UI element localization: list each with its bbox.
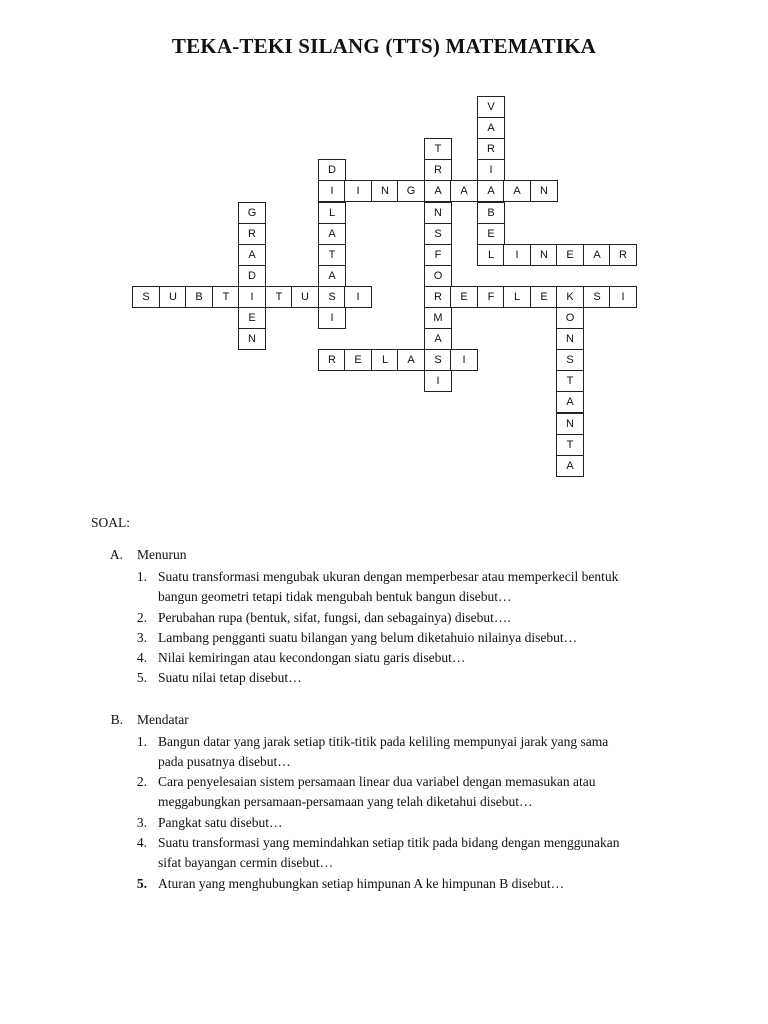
crossword-cell: A bbox=[318, 223, 346, 245]
question-text: pada pusatnya disebut… bbox=[158, 754, 291, 769]
crossword-cell: N bbox=[424, 202, 452, 224]
crossword-cell: N bbox=[371, 180, 399, 202]
question-text: bangun geometri tetapi tidak mengubah bentuk bangun disebut… bbox=[158, 589, 512, 604]
crossword-cell: T bbox=[318, 244, 346, 266]
question-number: 1. bbox=[136, 734, 147, 749]
crossword-cell: A bbox=[424, 180, 452, 202]
soal-label: SOAL: bbox=[91, 515, 131, 530]
question-text: Cara penyelesaian sistem persamaan linear dua variabel dengan memasukan atau bbox=[158, 774, 596, 789]
question-text: Suatu nilai tetap disebut… bbox=[158, 670, 302, 685]
crossword-cell: R bbox=[318, 349, 346, 371]
question-text: sifat bayangan cermin disebut… bbox=[158, 855, 334, 870]
crossword-cell: S bbox=[424, 223, 452, 245]
crossword-cell: S bbox=[583, 286, 611, 308]
crossword-cell: B bbox=[477, 202, 505, 224]
crossword-cell: I bbox=[424, 370, 452, 392]
crossword-cell: T bbox=[424, 138, 452, 160]
crossword-cell: I bbox=[238, 286, 266, 308]
crossword-cell: E bbox=[556, 244, 584, 266]
question-text: Nilai kemiringan atau kecondongan siatu garis disebut… bbox=[158, 650, 466, 665]
question-number: 4. bbox=[136, 650, 147, 665]
crossword-cell: S bbox=[318, 286, 346, 308]
crossword-cell: A bbox=[556, 455, 584, 477]
crossword-cell: U bbox=[159, 286, 187, 308]
question-number: 3. bbox=[136, 630, 147, 645]
crossword-cell: I bbox=[503, 244, 531, 266]
question-text: Bangun datar yang jarak setiap titik-titik pada keliling mempunyai jarak yang sama bbox=[158, 734, 609, 749]
crossword-cell: R bbox=[477, 138, 505, 160]
crossword-cell: I bbox=[477, 159, 505, 181]
crossword-cell: M bbox=[424, 307, 452, 329]
crossword-cell: A bbox=[450, 180, 478, 202]
crossword-cell: L bbox=[318, 202, 346, 224]
crossword-cell: R bbox=[424, 286, 452, 308]
crossword-cell: T bbox=[265, 286, 293, 308]
crossword-cell: U bbox=[291, 286, 319, 308]
question-text: Aturan yang menghubungkan setiap himpunan A ke himpunan B disebut… bbox=[158, 876, 565, 891]
question-text: Perubahan rupa (bentuk, sifat, fungsi, dan sebagainya) disebut…. bbox=[158, 610, 511, 625]
crossword-cell: I bbox=[344, 286, 372, 308]
crossword-cell: D bbox=[238, 265, 266, 287]
crossword-cell: R bbox=[609, 244, 637, 266]
crossword-cell: G bbox=[397, 180, 425, 202]
question-text: Suatu transformasi yang memindahkan setiap titik pada bidang dengan menggunakan bbox=[158, 835, 620, 850]
question-number: 4. bbox=[136, 835, 147, 850]
section-marker: A. bbox=[109, 547, 123, 562]
crossword-cell: A bbox=[477, 180, 505, 202]
question-number: 2. bbox=[136, 774, 147, 789]
question-text: Pangkat satu disebut… bbox=[158, 815, 283, 830]
crossword-cell: O bbox=[556, 307, 584, 329]
crossword-cell: A bbox=[583, 244, 611, 266]
crossword-cell: L bbox=[371, 349, 399, 371]
crossword-cell: K bbox=[556, 286, 584, 308]
crossword-cell: D bbox=[318, 159, 346, 181]
crossword-cell: S bbox=[556, 349, 584, 371]
page-title: TEKA-TEKI SILANG (TTS) MATEMATIKA bbox=[171, 34, 597, 58]
crossword-cell: R bbox=[238, 223, 266, 245]
crossword-cell: E bbox=[477, 223, 505, 245]
crossword-cell: A bbox=[238, 244, 266, 266]
crossword-cell: N bbox=[530, 180, 558, 202]
crossword-cell: T bbox=[556, 434, 584, 456]
crossword-cell: B bbox=[185, 286, 213, 308]
question-number: 3. bbox=[136, 815, 147, 830]
crossword-cell: A bbox=[424, 328, 452, 350]
crossword-cell: L bbox=[477, 244, 505, 266]
crossword-cell: I bbox=[318, 180, 346, 202]
crossword-cell: N bbox=[530, 244, 558, 266]
crossword-cell: R bbox=[424, 159, 452, 181]
crossword-cell: F bbox=[424, 244, 452, 266]
crossword-cell: T bbox=[556, 370, 584, 392]
crossword-cell: S bbox=[424, 349, 452, 371]
crossword-cell: E bbox=[530, 286, 558, 308]
crossword-cell: I bbox=[318, 307, 346, 329]
crossword-cell: E bbox=[344, 349, 372, 371]
crossword-cell: A bbox=[556, 391, 584, 413]
crossword-cell: S bbox=[132, 286, 160, 308]
crossword-cell: L bbox=[503, 286, 531, 308]
question-text: meggabungkan persamaan-persamaan yang telah diketahui disebut… bbox=[158, 794, 533, 809]
crossword-cell: A bbox=[397, 349, 425, 371]
question-number: 2. bbox=[136, 610, 147, 625]
crossword-cell: A bbox=[318, 265, 346, 287]
crossword-cell: F bbox=[477, 286, 505, 308]
question-text: Lambang pengganti suatu bilangan yang belum diketahuio nilainya disebut… bbox=[158, 630, 578, 645]
crossword-cell: N bbox=[556, 413, 584, 435]
crossword-cell: I bbox=[609, 286, 637, 308]
crossword-cell: N bbox=[556, 328, 584, 350]
crossword-cell: T bbox=[212, 286, 240, 308]
crossword-cell: N bbox=[238, 328, 266, 350]
section-heading: Mendatar bbox=[137, 712, 189, 727]
section-marker: B. bbox=[110, 712, 123, 727]
crossword-cell: O bbox=[424, 265, 452, 287]
crossword-cell: A bbox=[477, 117, 505, 139]
question-number: 5. bbox=[136, 876, 147, 891]
question-number: 1. bbox=[136, 569, 147, 584]
crossword-cell: I bbox=[344, 180, 372, 202]
crossword-cell: V bbox=[477, 96, 505, 118]
crossword-cell: A bbox=[503, 180, 531, 202]
question-text: Suatu transformasi mengubak ukuran dengan memperbesar atau memperkecil bentuk bbox=[158, 569, 619, 584]
crossword-cell: E bbox=[238, 307, 266, 329]
crossword-cell: G bbox=[238, 202, 266, 224]
question-number: 5. bbox=[136, 670, 147, 685]
section-heading: Menurun bbox=[137, 547, 187, 562]
crossword-cell: E bbox=[450, 286, 478, 308]
crossword-cell: I bbox=[450, 349, 478, 371]
